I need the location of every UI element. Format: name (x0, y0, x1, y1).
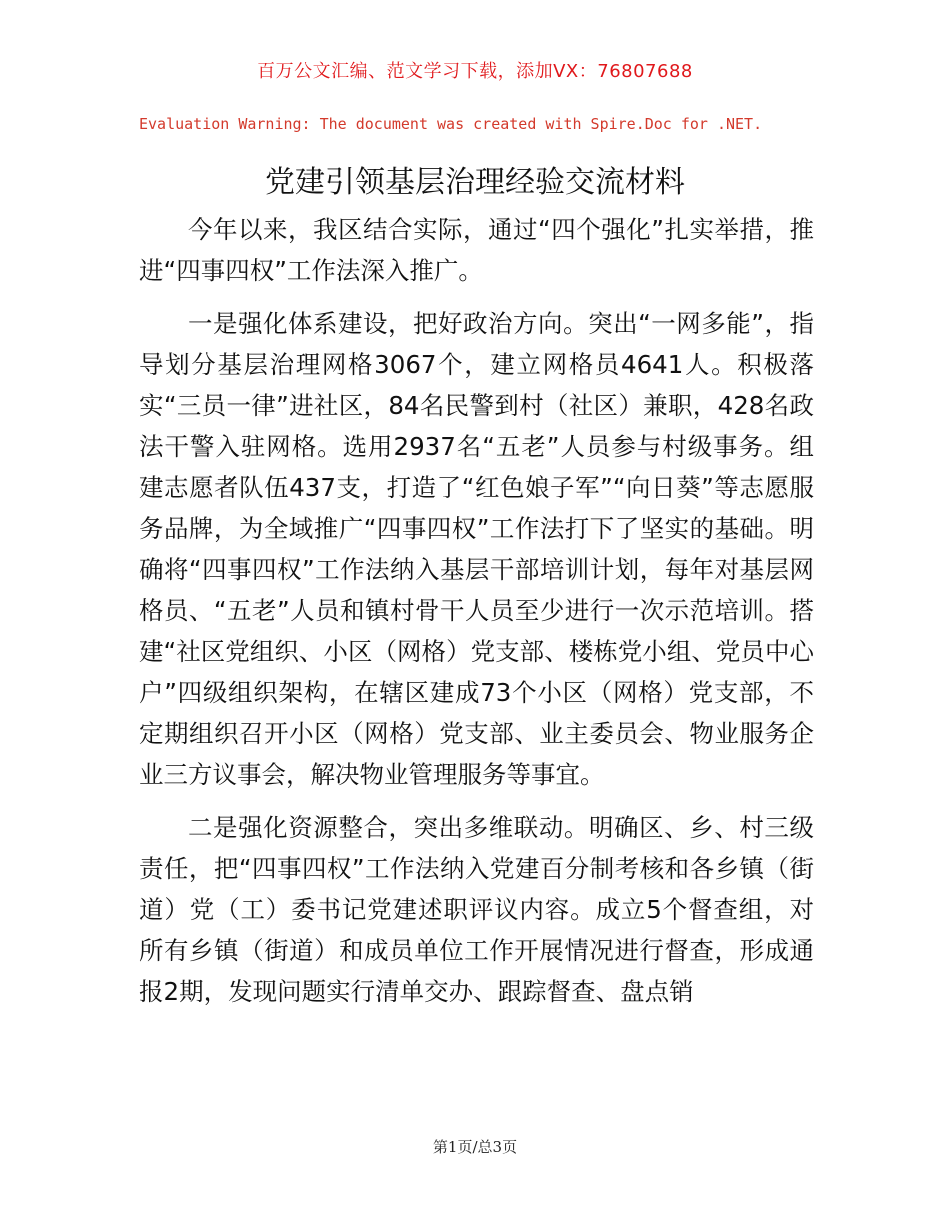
page-number: 第1页/总3页 (432, 1138, 518, 1156)
paragraph-intro: 今年以来，我区结合实际，通过“四个强化”扎实举措，推进“四事四权”工作法深入推广。 (139, 215, 814, 285)
paragraph-system-building: 一是强化体系建设，把好政治方向。突出“一网多能”，指导划分基层治理网格3067个，建立网格员4641人。积极落实“三员一律”进社区，84名民警到村（社区）兼职，428名政法干警入驻网格。选用2937名“五老”人员参与村级事务。组建志愿者队伍437支，打造了“红色娘子军”“向日葵”等志愿服务品牌，为全域推广“四事四权”工作法打下了坚实的基础。明确将“四事四权”工作法纳入基层干部培训计划，每年对基层网格员、“五老”人员和镇村骨干人员至少进行一次示范培训。搭建“社区党组织、小区（网格）党支部、楼栋党小组、党员中心户”四级组织架构，在辖区建成73个小区（网格）党支部，不定期组织召开小区（网格）党支部、业主委员会、物业服务企业三方议事会，解决物业管理服务等事宜。 (139, 309, 814, 789)
document-title: 党建引领基层治理经验交流材料 (265, 165, 685, 200)
document-body (139, 209, 814, 1012)
header-promo-text: 百万公文汇编、范文学习下载，添加VX：76807688 (257, 61, 693, 82)
evaluation-warning: Evaluation Warning: The document was created with Spire.Doc for .NET. (139, 115, 763, 133)
paragraph-resource-integration: 二是强化资源整合，突出多维联动。明确区、乡、村三级责任，把“四事四权”工作法纳入党建百分制考核和各乡镇（街道）党（工）委书记党建述职评议内容。成立5个督查组，对所有乡镇（街道）和成员单位工作开展情况进行督查，形成通报2期，发现问题实行清单交办、跟踪督查、盘点销 (139, 813, 814, 1006)
